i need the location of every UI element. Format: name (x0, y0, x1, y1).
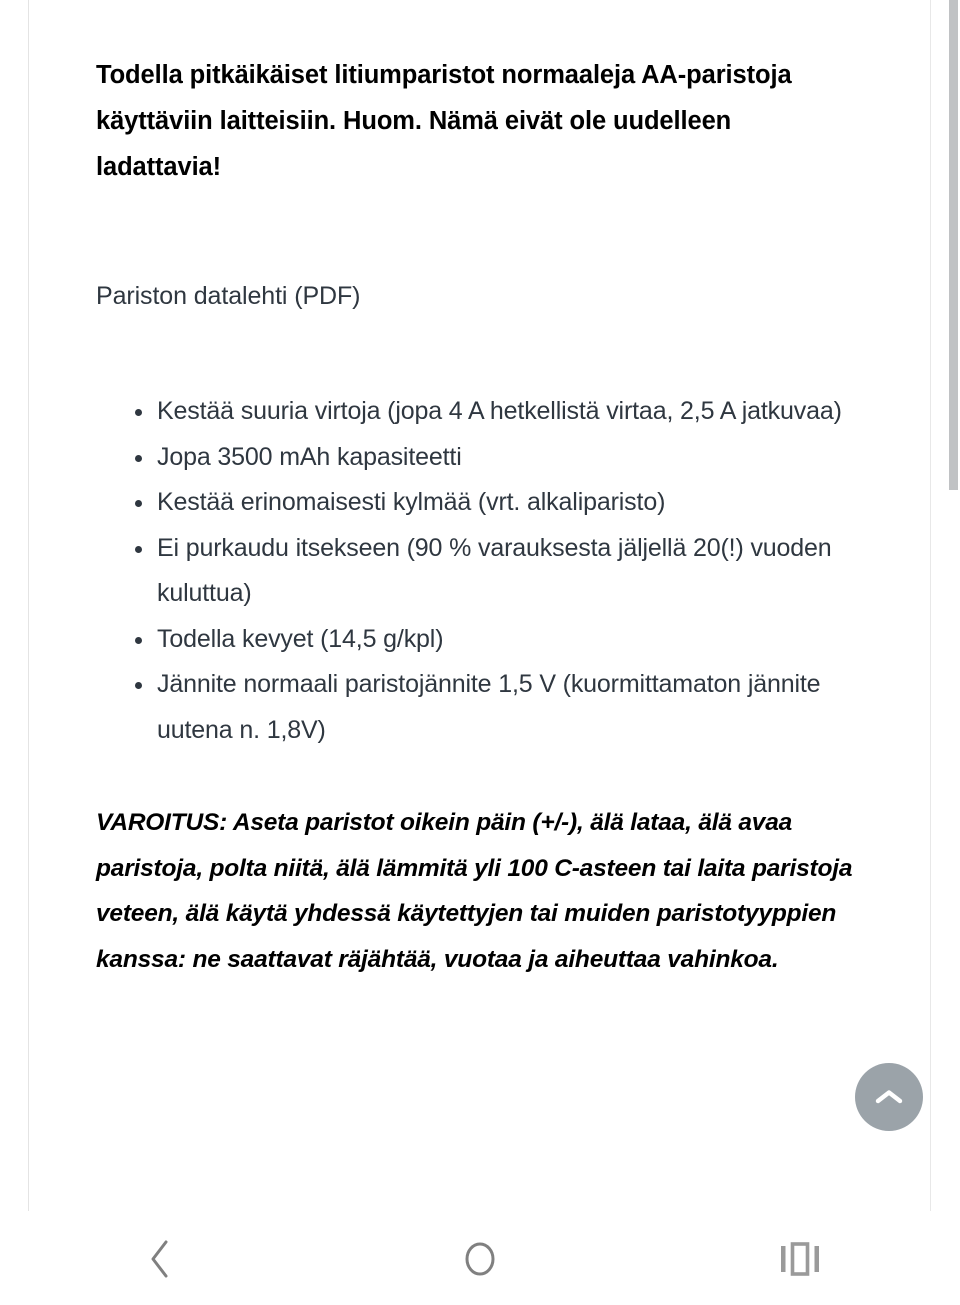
article-body (96, 0, 856, 982)
list-item-label: Ei purkaudu itsekseen (90 % varauksesta jäljellä 20(!) vuoden kuluttua) (157, 533, 832, 607)
feature-list (96, 313, 856, 753)
list-item-label: Kestää suuria virtoja (jopa 4 A hetkellistä virtaa, 2,5 A jatkuvaa) (157, 397, 842, 425)
bullet-icon (135, 500, 142, 507)
datasheet-link[interactable]: Pariston datalehti (PDF) (96, 282, 361, 310)
recent-apps-button[interactable] (640, 1212, 960, 1305)
bullet-icon (135, 637, 142, 644)
circle-icon (463, 1240, 497, 1278)
back-button[interactable] (0, 1212, 320, 1305)
list-item (96, 662, 856, 753)
list-item-label: Jopa 3500 mAh kapasiteetti (157, 442, 462, 471)
chevron-up-icon (874, 1087, 904, 1107)
bullet-icon (135, 409, 142, 416)
scroll-to-top-button[interactable] (855, 1063, 923, 1131)
recent-apps-icon (779, 1240, 821, 1278)
vertical-scrollbar[interactable] (949, 0, 960, 1212)
chevron-left-icon (147, 1238, 173, 1280)
list-item (96, 389, 856, 435)
list-item (96, 435, 856, 481)
home-button[interactable] (320, 1212, 640, 1305)
bullet-icon (135, 682, 142, 689)
list-item-label: Jännite normaali paristojännite 1,5 V (kuormittamaton jännite uutena n. 1,8V) (157, 670, 821, 744)
list-item (96, 480, 856, 526)
list-item-label: Todella kevyet (14,5 g/kpl) (157, 624, 444, 653)
warning-text: VAROITUS: Aseta paristot oikein päin (+/-), älä lataa, älä avaa paristoja, polta niitä, älä lämmitä yli 100 C-asteen tai laita paristoja veteen, älä käytä yhdessä käytettyjen tai muiden paristotyyppien kanssa: ne saattavat räjähtää, vuotaa ja aiheuttaa vahinkoa. (96, 809, 853, 973)
content-column-left-rule (28, 0, 29, 1211)
list-item (96, 526, 856, 617)
list-item (96, 617, 856, 663)
scrollbar-thumb[interactable] (949, 0, 958, 490)
bullet-icon (135, 546, 142, 553)
page-title: Todella pitkäikäiset litiumparistot normaaleja AA-paristoja käyttäviin laitteisiin. Huom. Nämä eivät ole uudelleen ladattavia! (96, 61, 792, 181)
content-column-right-rule (930, 0, 931, 1211)
bullet-icon (135, 455, 142, 462)
system-navigation-bar (0, 1212, 960, 1305)
list-item-label: Kestää erinomaisesti kylmää (vrt. alkaliparisto) (157, 488, 666, 516)
